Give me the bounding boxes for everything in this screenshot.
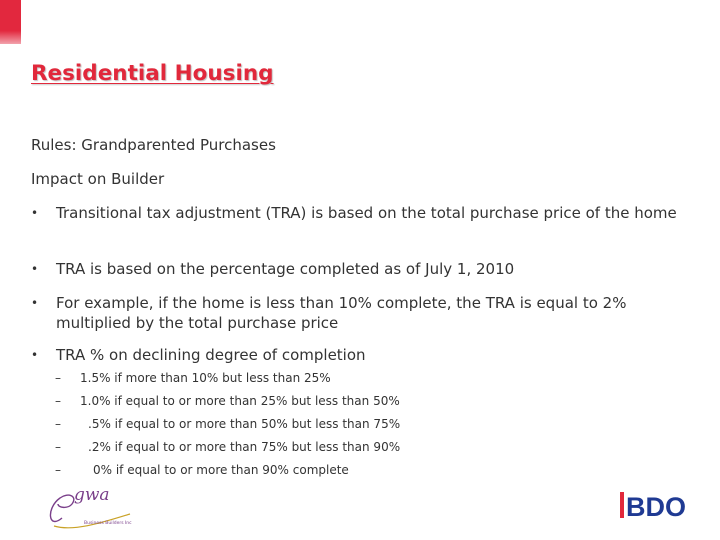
dash-marker: – (55, 463, 61, 477)
bullet-text: For example, if the home is less than 10% complete, the TRA is equal to 2% multiplied by the total purchase price (56, 294, 627, 332)
gwa-logo-tagline: Business Builders Inc (84, 521, 132, 526)
dash-marker: – (55, 440, 61, 454)
bdo-logo-red-bar (620, 492, 624, 518)
dash-marker: – (55, 371, 61, 385)
bdo-logo (620, 489, 700, 521)
bdo-logo-text: BDO (626, 492, 686, 521)
bullet-text: TRA is based on the percentage completed as of July 1, 2010 (56, 260, 515, 278)
bullet-marker: • (31, 348, 39, 362)
sub-item-text: 0% if equal to or more than 90% complete (93, 463, 349, 477)
sub-item-text: .2% if equal to or more than 75% but less than 90% (88, 440, 401, 454)
sub-item-text: .5% if equal to or more than 50% but less than 75% (88, 417, 401, 431)
bullet-text: TRA % on declining degree of completion (56, 346, 366, 364)
gwa-logo-text: gwa (74, 485, 110, 505)
bullet-marker: • (31, 262, 39, 276)
accent-bar (0, 0, 21, 44)
bullet-marker: • (31, 206, 39, 220)
slide-subtitle: Rules: Grandparented Purchases (31, 136, 276, 154)
gwa-logo (44, 478, 154, 534)
bullet-text: Transitional tax adjustment (TRA) is based on the total purchase price of the home (56, 204, 677, 222)
dash-marker: – (55, 417, 61, 431)
sub-item-text: 1.0% if equal to or more than 25% but less than 50% (80, 394, 400, 408)
sub-item-text: 1.5% if more than 10% but less than 25% (80, 371, 331, 385)
bullet-marker: • (31, 296, 39, 310)
slide-title: Residential Housing (31, 61, 274, 86)
dash-marker: – (55, 394, 61, 408)
section-heading: Impact on Builder (31, 170, 165, 188)
